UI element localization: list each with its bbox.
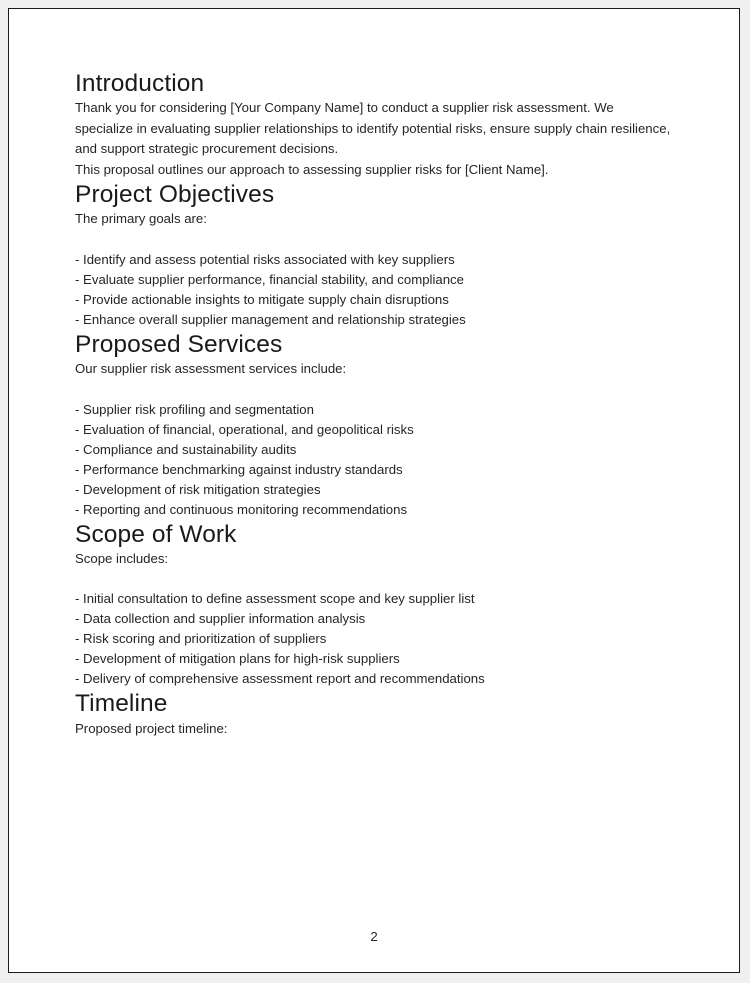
list-item: - Evaluation of financial, operational, and geopolitical risks <box>75 421 414 437</box>
scope-of-work-lead: Scope includes: <box>75 551 169 566</box>
list-item: - Enhance overall supplier management and relationship strategies <box>75 311 466 327</box>
list-item: - Development of mitigation plans for high-risk suppliers <box>75 651 400 667</box>
list-item: - Delivery of comprehensive assessment report and recommendations <box>75 671 485 687</box>
document-page <box>8 8 740 973</box>
heading-introduction: Introduction <box>75 70 205 97</box>
proposed-services-list <box>75 400 675 520</box>
introduction-paragraph-1: Thank you for considering [Your Company Name] to conduct a supplier risk assessment. We specialize in evaluating supplier relationships to identify potential risks, ensure supply chain resilience, and support strategic procurement decisions. <box>75 100 671 157</box>
scope-of-work-list <box>75 589 675 689</box>
section-timeline <box>75 689 675 739</box>
section-scope-of-work <box>75 520 675 690</box>
introduction-paragraph-2: This proposal outlines our approach to assessing supplier risks for [Client Name]. <box>75 161 549 177</box>
heading-scope-of-work: Scope of Work <box>75 520 237 548</box>
section-proposed-services <box>75 330 675 520</box>
list-item: - Data collection and supplier information analysis <box>75 611 366 627</box>
timeline-lead: Proposed project timeline: <box>75 720 228 736</box>
heading-proposed-services: Proposed Services <box>75 330 283 358</box>
section-project-objectives <box>75 180 675 330</box>
document-body <box>75 69 675 739</box>
heading-timeline: Timeline <box>75 690 168 718</box>
list-item: - Development of risk mitigation strategies <box>75 481 321 497</box>
proposed-services-lead: Our supplier risk assessment services include: <box>75 361 347 377</box>
page-number: 2 <box>370 929 378 944</box>
list-item: - Identify and assess potential risks associated with key suppliers <box>75 251 455 267</box>
project-objectives-list <box>75 250 675 330</box>
list-item: - Provide actionable insights to mitigate supply chain disruptions <box>75 291 449 307</box>
heading-project-objectives: Project Objectives <box>75 181 275 209</box>
list-item: - Risk scoring and prioritization of suppliers <box>75 631 327 647</box>
list-item: - Performance benchmarking against industry standards <box>75 461 403 477</box>
list-item: - Reporting and continuous monitoring recommendations <box>75 501 408 517</box>
list-item: - Supplier risk profiling and segmentation <box>75 401 314 417</box>
list-item: - Compliance and sustainability audits <box>75 441 297 457</box>
project-objectives-lead: The primary goals are: <box>75 211 207 227</box>
list-item: - Evaluate supplier performance, financial stability, and compliance <box>75 271 464 287</box>
section-introduction <box>75 69 675 180</box>
list-item: - Initial consultation to define assessment scope and key supplier list <box>75 591 475 607</box>
